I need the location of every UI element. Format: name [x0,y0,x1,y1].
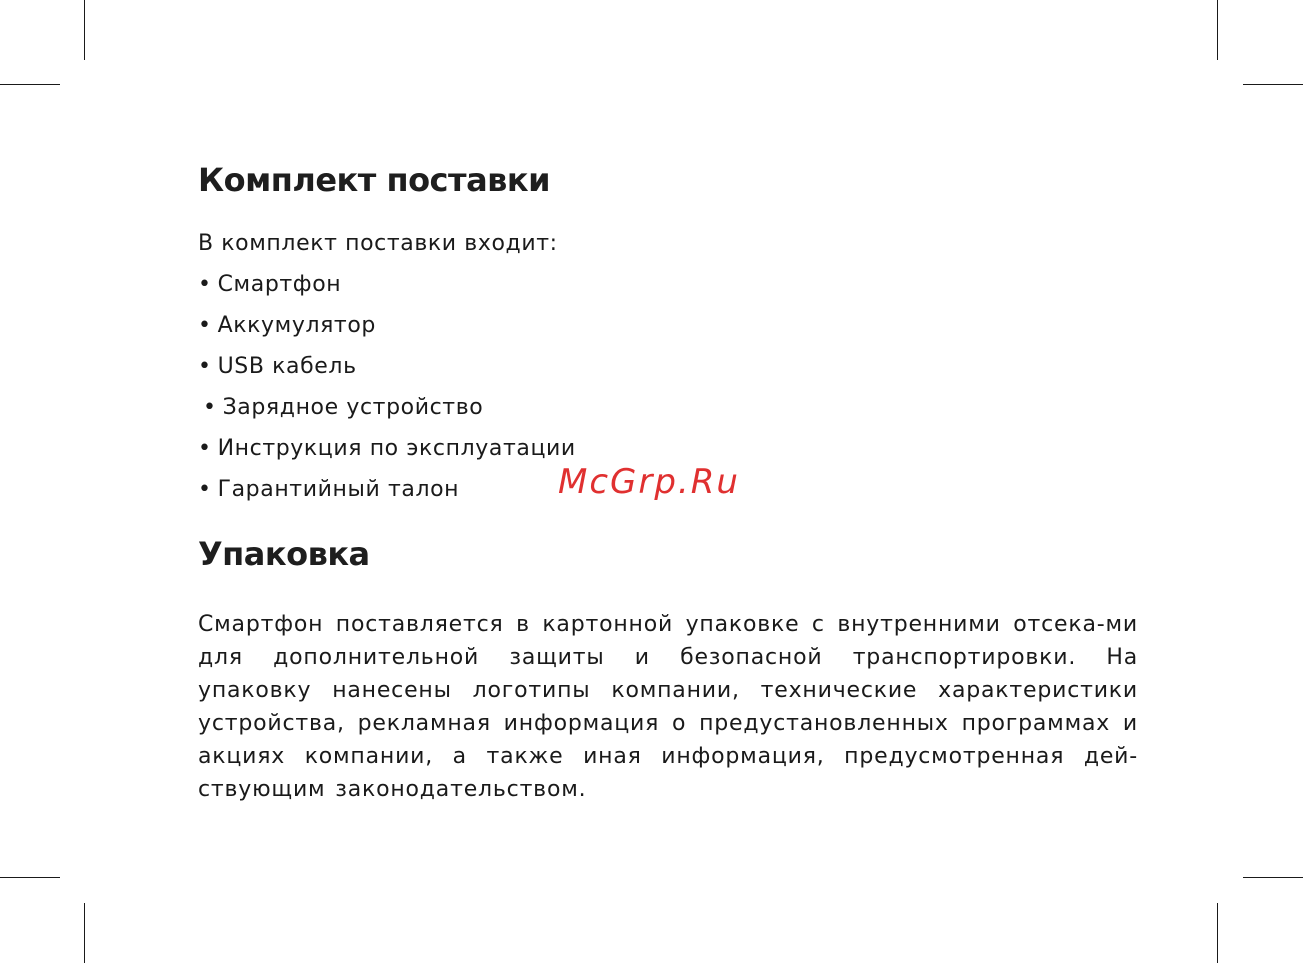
crop-mark [0,84,60,85]
packaging-title: Упаковка [198,535,370,573]
bullet-icon: • [198,272,212,297]
crop-mark [1217,0,1218,60]
list-item-label: USB кабель [217,354,357,379]
bullet-icon: • [198,436,212,461]
bullet-icon: • [203,395,217,420]
delivery-intro: В комплект поставки входит: [198,231,558,256]
crop-mark [0,877,60,878]
packaging-text: Смартфон поставляется в картонной упаковке с внутренними отсека-ми для дополнительной защиты и безопасной транспортировки. На упаковку нанесены логотипы компании, технические характеристики устройства, рекламная информация о предустановленных программах и акциях компании, а также иная информация, предусмотренная дей-ствующим законодательством. [198,612,1138,802]
list-item [198,394,1138,422]
list-item-label: Зарядное устройство [222,395,484,420]
bullet-icon: • [198,313,212,338]
crop-mark [84,903,85,963]
list-item-label: Аккумулятор [217,313,376,338]
bullet-icon: • [198,354,212,379]
watermark-logo: McGrp.Ru [558,462,740,502]
list-item-label: Гарантийный талон [217,477,460,502]
crop-mark [84,0,85,60]
bullet-icon: • [198,477,212,502]
list-item [198,271,1138,299]
list-item-label: Смартфон [217,272,342,297]
crop-mark [1243,84,1303,85]
list-item-label: Инструкция по эксплуатации [217,436,576,461]
list-item [198,353,1138,381]
list-item [198,435,1138,463]
crop-mark [1217,903,1218,963]
delivery-title: Комплект поставки [198,161,551,199]
list-item [198,312,1138,340]
crop-mark [1243,877,1303,878]
